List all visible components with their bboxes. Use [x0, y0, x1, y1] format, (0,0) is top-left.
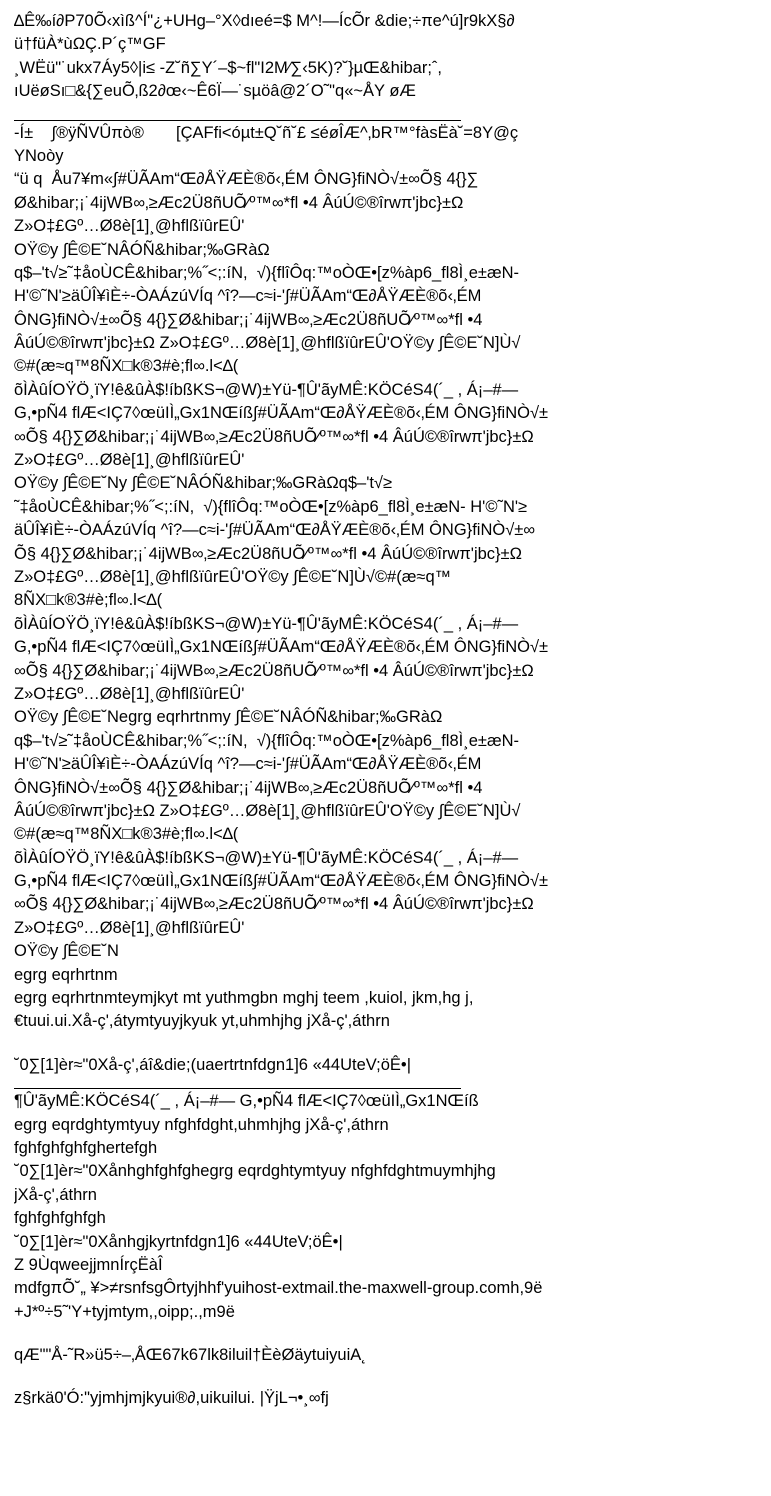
- text-line: ©#(æ≈q™8ÑX□k®3#è;fl∞.l<∆(: [14, 357, 239, 376]
- text-line: õÌÀûÍOŸÖ¸ïY!ê&ûÀ$!íbßKS¬@W)±Yü-¶Û'ãyMÊ:KÖCéS4(´_ , Á¡–#—: [14, 614, 519, 633]
- text-line: G,•pÑ4 flÆ<IÇ7◊œüIÌ„Gx1NŒíß∫#ÜÃAm“Œ∂ÅŸÆÈ®õ‹‚ÉM ÔNG}fiNÒ√±: [14, 638, 549, 657]
- horizontal-rule: [14, 120, 461, 121]
- text-line: ∆Ê‰í∂P70Õ‹xìß^Í"¿+UHg–°X◊dıeé=$ M^!—ÍcÕr &die;÷πe^ú]r9kX§∂: [14, 12, 515, 30]
- text-line: OŸ©y ∫Ê©E˘N: [14, 942, 119, 961]
- text-line: q$–'t√≥˜‡åoÙCÊ&hibar;%˝<;:íN, √){flîÔq:™oÒŒ•[z%àp6_fl8Ì¸e±æN-: [14, 263, 520, 282]
- text-line: YNoòy: [14, 146, 64, 165]
- text-line: ÔNG}fiNÒ√±∞Õ§ 4{}∑Ø&hibar;¡˙4ijWB∞‚≥Æc2Ü8ñUÕ⁄º™∞*fl •4: [14, 310, 483, 329]
- text-line: ˘0∑[1]èr≈"0Xånhghfghfghegrg eqrdghtymtyuy nfghfdghtmuymhjhg: [14, 1162, 496, 1181]
- text-line: 8ÑX□k®3#è;fl∞.l<∆(: [14, 591, 163, 610]
- text-line: ÔNG}fiNÒ√±∞Õ§ 4{}∑Ø&hibar;¡˙4ijWB∞‚≥Æc2Ü8ñUÕ⁄º™∞*fl •4: [14, 778, 483, 797]
- text-line: ıUëøSı□&{∑euÕ‚ß2∂œ‹~Ê6Ï—˙sµöâ@2´O˜"q«~ÅY øÆ: [14, 82, 416, 101]
- text-line: ∞Õ§ 4{}∑Ø&hibar;¡˙4ijWB∞‚≥Æc2Ü8ñUÕ⁄º™∞*fl •4 ÂúÚ©®îrwπ'jbc}±Ω: [14, 427, 534, 446]
- text-line: egrg eqrhrtnmteymjkyt mt yuthmgbn mghj teem ,kuiol, jkm,hg j,: [14, 989, 474, 1008]
- text-line: -Í± ∫®ÿÑVÛπò® [ÇAFfi<óµt±Q˘ñ˘£ ≤éøÎÆ^‚bR™°fàsËà˘=8Y@ç: [14, 123, 519, 142]
- text-line: ¸WËü"˙ukx7Áy5◊|i≤ -Z˘ñ∑Y´–$~fl"I2M∕∑‹5K)?˘}µŒ&hibar;ˆ,: [14, 58, 442, 77]
- text-line: jXå-ç',áthrn: [14, 1185, 97, 1204]
- text-line: H'©˜N'≥äÛÎ¥ìÈ÷-ÒAÁzúVÍq ^î?—c≈i-'∫#ÜÃAm“Œ∂ÅŸÆÈ®õ‹‚ÉM: [14, 755, 482, 774]
- text-line: äÛÎ¥ìÈ÷-ÒAÁzúVÍq ^î?—c≈i-'∫#ÜÃAm“Œ∂ÅŸÆÈ®õ‹‚ÉM ÔNG}fiNÒ√±∞: [14, 521, 536, 540]
- text-line: Z»O‡£Gº…Ø8è[1]¸@hflßïûrEÛ': [14, 684, 245, 703]
- text-line: ˘0∑[1]èr≈"0Xånhgjkyrtnfdgn1]6 «44UteV;öÊ•|: [14, 1232, 343, 1251]
- text-line: egrg eqrdghtymtyuy nfghfdght,uhmhjhg jXå-ç',áthrn: [14, 1115, 389, 1134]
- text-line: G,•pÑ4 flÆ<IÇ7◊œüIÌ„Gx1NŒíß∫#ÜÃAm“Œ∂ÅŸÆÈ®õ‹‚ÉM ÔNG}fiNÒ√±: [14, 404, 549, 423]
- text-line: ÂúÚ©®îrwπ'jbc}±Ω Z»O‡£Gº…Ø8è[1]¸@hflßïûrEÛ'OŸ©y ∫Ê©E˘N]Ù√: [14, 801, 521, 820]
- text-line: fghfghfghfgh: [14, 1209, 106, 1228]
- text-line: qÆ""Å-˜R»ü5÷–‚ÅŒ67k67lk8iluil†ÈèØäytuiyuiA˛: [14, 1346, 367, 1365]
- text-line: OŸ©y ∫Ê©E˘NÂÓÑ&hibar;‰GRàΩ: [14, 240, 270, 259]
- text-line: fghfghfghfghertefgh: [14, 1138, 158, 1157]
- text-line: G,•pÑ4 flÆ<IÇ7◊œüIÌ„Gx1NŒíß∫#ÜÃAm“Œ∂ÅŸÆÈ®õ‹‚ÉM ÔNG}fiNÒ√±: [14, 872, 549, 891]
- text-line: ÂúÚ©®îrwπ'jbc}±Ω Z»O‡£Gº…Ø8è[1]¸@hflßïûrEÛ'OŸ©y ∫Ê©E˘N]Ù√: [14, 334, 521, 353]
- text-line: ∞Õ§ 4{}∑Ø&hibar;¡˙4ijWB∞‚≥Æc2Ü8ñUÕ⁄º™∞*fl •4 ÂúÚ©®îrwπ'jbc}±Ω: [14, 895, 534, 914]
- text-line: ©#(æ≈q™8ÑX□k®3#è;fl∞.l<∆(: [14, 825, 239, 844]
- text-line: €tuui.ui.Xå-ç',átymtyuyjkyuk yt,uhmhjhg jXå-ç',áthrn: [14, 1012, 390, 1031]
- text-line: +J*º÷5˜'Y+tyjmtym,,oipp;.,m9ë: [14, 1302, 235, 1321]
- blank-line: [14, 1034, 759, 1054]
- text-line: õÌÀûÍOŸÖ¸ïY!ê&ûÀ$!íbßKS¬@W)±Yü-¶Û'ãyMÊ:KÖCéS4(´_ , Á¡–#—: [14, 380, 519, 399]
- text-line: ¶Û'ãyMÊ:KÖCéS4(´_ , Á¡–#— G,•pÑ4 flÆ<IÇ7◊œüIÌ„Gx1NŒíß: [14, 1092, 479, 1111]
- text-line: õÌÀûÍOŸÖ¸ïY!ê&ûÀ$!íbßKS¬@W)±Yü-¶Û'ãyMÊ:KÖCéS4(´_ , Á¡–#—: [14, 848, 519, 867]
- text-line: ˘0∑[1]èr≈"0Xå-ç',áî&die;(uaertrtnfdgn1]6 «44UteV;öÊ•|: [14, 1055, 411, 1074]
- text-line: H'©˜N'≥äÛÎ¥ìÈ÷-ÒAÁzúVÍq ^î?—c≈i-'∫#ÜÃAm“Œ∂ÅŸÆÈ®õ‹‚ÉM: [14, 287, 482, 306]
- text-line: Z»O‡£Gº…Ø8è[1]¸@hflßïûrEÛ'OŸ©y ∫Ê©E˘N]Ù√©#(æ≈q™: [14, 567, 452, 586]
- text-line: Z»O‡£Gº…Ø8è[1]¸@hflßïûrEÛ': [14, 217, 245, 236]
- text-line: Ø&hibar;¡˙4ijWB∞‚≥Æc2Ü8ñUÕ⁄º™∞*fl •4 ÂúÚ©®îrwπ'jbc}±Ω: [14, 193, 464, 212]
- text-line: Z»O‡£Gº…Ø8è[1]¸@hflßïûrEÛ': [14, 918, 245, 937]
- text-line: OŸ©y ∫Ê©E˘Ny ∫Ê©E˘NÂÓÑ&hibar;‰GRàΩq$–'t√≥: [14, 474, 393, 493]
- text-line: mdfgπÕ˘„ ¥>≠rsnfsgÔrtyjhhf'yuihost-extmail.the-maxwell-group.comh,9ë: [14, 1279, 543, 1298]
- text-line: ˜‡åoÙCÊ&hibar;%˝<;:íN, √){flîÔq:™oÒŒ•[z%àp6_fl8Ì¸e±æN- H'©˜N'≥: [14, 497, 528, 516]
- blank-line: [14, 1324, 759, 1344]
- text-line: Z 9ÙqweejjmnÍrçËàÎ: [14, 1255, 163, 1274]
- text-line: ü†füÀ*ùΩÇ.P´ç™GF: [14, 35, 166, 54]
- text-line: Õ§ 4{}∑Ø&hibar;¡˙4ijWB∞‚≥Æc2Ü8ñUÕ⁄º™∞*fl •4 ÂúÚ©®îrwπ'jbc}±Ω: [14, 544, 522, 563]
- text-line: OŸ©y ∫Ê©E˘Negrg eqrhrtnmy ∫Ê©E˘NÂÓÑ&hibar;‰GRàΩ: [14, 708, 443, 727]
- blank-line: [14, 1367, 759, 1387]
- horizontal-rule: [14, 1088, 461, 1089]
- text-line: Z»O‡£Gº…Ø8è[1]¸@hflßïûrEÛ': [14, 451, 245, 470]
- text-line: “ü q Åu7¥m«∫#ÜÃAm“Œ∂ÅŸÆÈ®õ‹‚ÉM ÔNG}fiNÒ√±∞Õ§ 4{}∑: [14, 170, 479, 189]
- text-line: z§rkä0'Ó:"yjmhjmjkyui®∂,uikuilui. |ŸjL¬•¸∞fj: [14, 1389, 329, 1408]
- text-line: q$–'t√≥˜‡åoÙCÊ&hibar;%˝<;:íN, √){flîÔq:™oÒŒ•[z%àp6_fl8Ì¸e±æN-: [14, 731, 520, 750]
- text-line: ∞Õ§ 4{}∑Ø&hibar;¡˙4ijWB∞‚≥Æc2Ü8ñUÕ⁄º™∞*fl •4 ÂúÚ©®îrwπ'jbc}±Ω: [14, 661, 534, 680]
- text-line: egrg eqrhrtnm: [14, 965, 118, 984]
